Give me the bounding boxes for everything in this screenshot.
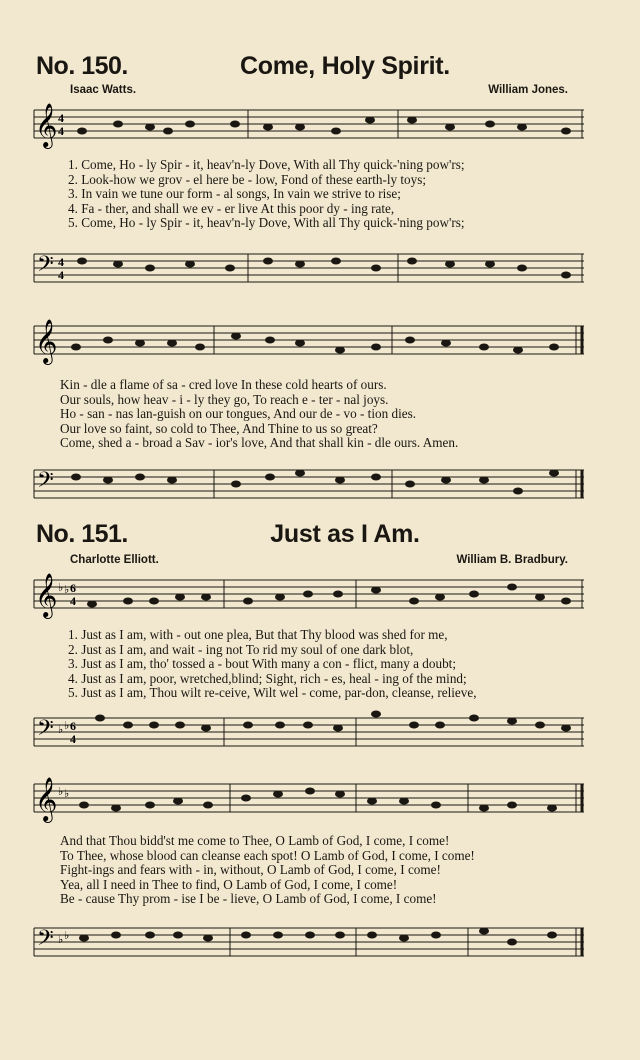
lyric-line: Yea, all I need in Thee to find, O Lamb of God, I come, I come! [60,877,398,892]
hymn-composer: William B. Bradbury. [456,554,568,566]
hymn-composer: William Jones. [488,84,568,96]
hymn-number: No. 150. [36,52,128,80]
hymn-title: Just as I Am. [270,520,420,548]
svg-text:4: 4 [58,111,64,125]
lyric-line: Fight-ings and fears with - in, without, O Lamb of God, I come, I come! [60,863,441,877]
svg-text:𝄢: 𝄢 [37,468,54,498]
svg-text:6: 6 [70,719,76,733]
lyric-line: 1. Just as I am, with - out one plea, But that Thy blood was shed for me, [68,628,448,642]
svg-text:♭: ♭ [58,582,64,594]
stanza-block-150-a [68,158,598,231]
lyric-line: Ho - san - nas lan-guish on our tongues, And our de - vo - tion dies. [60,407,417,421]
svg-text:4: 4 [58,268,64,282]
lyric-line: Come, shed a - broad a Sav - ior's love, And that shall kin - dle ours. Amen. [60,436,459,450]
lyric-line: 3. Just as I am, tho' tossed a - bout With many a con - flict, many a doubt; [68,657,457,671]
stanza-block-151-b [60,834,590,907]
hymn-author: Isaac Watts. [70,84,137,96]
hymn-title: Come, Holy Spirit. [240,52,450,80]
svg-text:♭: ♭ [58,724,64,736]
bass-staff-151-a [0,704,640,760]
treble-staff-151-b [0,770,640,830]
svg-text:♭: ♭ [58,934,64,946]
bass-staff-150-a [0,240,640,300]
lyric-line: Kin - dle a flame of sa - cred love In these cold hearts of ours. [60,378,387,392]
treble-staff-150-a [0,92,640,152]
svg-text:♭: ♭ [64,720,70,732]
svg-text:4: 4 [70,732,76,746]
stanza-block-151-a [68,628,598,701]
treble-staff-150-b [0,312,640,372]
stanza-block-150-b [60,378,590,451]
hymn-author: Charlotte Elliott. [70,554,159,566]
lyric-line: 5. Just as I am, Thou wilt re-ceive, Wilt wel - come, par-don, cleanse, relieve, [68,686,477,700]
lyric-line: And that Thou bidd'st me come to Thee, O Lamb of God, I come, I come! [60,834,450,848]
lyric-line: 4. Fa - ther, and shall we ev - er live At this poor dy - ing rate, [68,201,395,216]
lyric-line: Our souls, how heav - i - ly they go, To reach e - ter - nal joys. [60,392,389,407]
bass-staff-150-b [0,458,640,514]
svg-text:4: 4 [58,255,64,269]
svg-text:4: 4 [70,594,76,608]
lyric-line: Be - cause Thy prom - ise I be - lieve, O Lamb of God, I come, I come! [60,892,437,906]
hymn-number: No. 151. [36,520,128,548]
lyric-line: 3. In vain we tune our form - al songs, In vain we strive to rise; [68,187,401,201]
treble-staff-151-a [0,566,640,626]
svg-text:4: 4 [58,124,64,138]
svg-text:𝄞: 𝄞 [35,777,58,821]
lyric-line: 2. Look-how we grov - el here be - low, Fond of these earth-ly toys; [68,172,427,187]
svg-text:♭: ♭ [64,788,70,800]
svg-text:𝄞: 𝄞 [35,103,58,147]
lyric-line: 1. Come, Ho - ly Spir - it, heav'n-ly Dove, With all Thy quick-'ning pow'rs; [68,158,465,172]
svg-text:♭: ♭ [64,584,70,596]
svg-text:♭: ♭ [64,930,70,942]
svg-text:𝄢: 𝄢 [37,926,54,956]
lyric-line: 2. Just as I am, and wait - ing not To rid my soul of one dark blot, [68,642,414,657]
svg-text:6: 6 [70,581,76,595]
lyric-line: 4. Just as I am, poor, wretched,blind; Sight, rich - es, heal - ing of the mind; [68,671,467,686]
svg-text:𝄞: 𝄞 [35,319,58,363]
svg-text:♭: ♭ [58,786,64,798]
svg-text:𝄞: 𝄞 [35,573,58,617]
lyric-line: 5. Come, Ho - ly Spir - it, heav'n-ly Dove, With all Thy quick-'ning pow'rs; [68,216,465,230]
lyric-line: To Thee, whose blood can cleanse each spot! O Lamb of God, I come, I come! [60,848,475,863]
lyric-line: Our love so faint, so cold to Thee, And Thine to us so great? [60,421,378,436]
svg-text:𝄢: 𝄢 [37,252,54,282]
svg-text:𝄢: 𝄢 [37,716,54,746]
bass-staff-151-b [0,906,640,976]
